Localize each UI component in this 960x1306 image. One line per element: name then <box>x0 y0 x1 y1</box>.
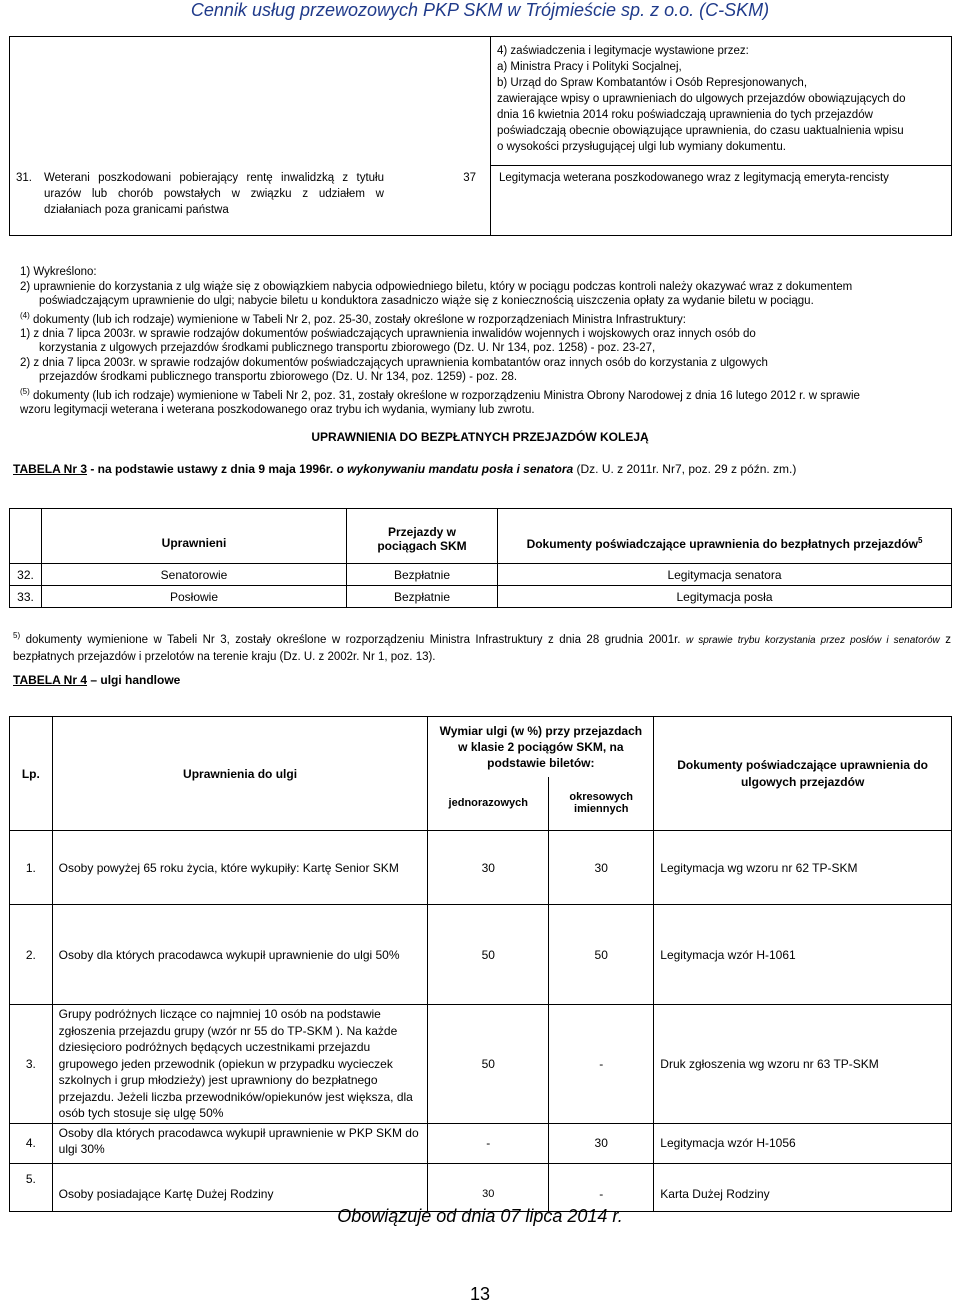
table-row: 4. Osoby dla których pracodawca wykupił uprawnienie w PKP SKM do ulgi 30% - 30 Legitymacja wzór H-1056 <box>10 1123 952 1163</box>
table-header-row <box>10 509 952 564</box>
table-row <box>10 37 952 166</box>
header-dokumenty: Dokumenty poświadczające uprawnienia do bezpłatnych przejazdów$^5$ <box>498 509 952 564</box>
table-4 <box>9 716 952 1212</box>
table-3-footnote: $^{5)}$ dokumenty wymienione w Tabeli Nr 3, zostały określone w rozporządzeniu Ministra Infrastruktury z dnia 28 grudnia 2001r. w sprawie trybu korzystania przez posłów i senatorów z bezpłatnych przejazdów i przelotów na terenie kraju (Dz. U. z 2002r. Nr 1, poz. 13). <box>13 631 951 663</box>
table-4-title: TABELA Nr 4 – ulgi handlowe <box>13 673 181 687</box>
header-jednorazowych: jednorazowych <box>428 777 549 831</box>
table-header-row <box>10 717 952 777</box>
table-row <box>10 166 952 236</box>
table-row: 33. Posłowie Bezpłatnie Legitymacja posła <box>10 586 952 608</box>
header-przejazdy: Przejazdy w pociągach SKM <box>347 509 498 564</box>
header-uprawnienia: Uprawnienia do ulgi <box>52 717 428 831</box>
header-wymiar: Wymiar ulgi (w %) przy przejazdach w klasie 2 pociągów SKM, na podstawie biletów: <box>428 717 654 777</box>
header-lp: Lp. <box>10 717 53 831</box>
table-3 <box>9 508 952 608</box>
validity-footer: Obowiązuje od dnia 07 lipca 2014 r. <box>337 1206 623 1226</box>
footnotes: 1) Wykreślono: 2) uprawnienie do korzystania z ulg wiąże się z obowiązkiem nabycia odpowiedniego biletu, który w pociągu podczas kontroli należy okazywać wraz z dokumentem poświadczającym uprawnienie do ulgi; nabycie biletu u konduktora zasadniczo wiąże się z koniecznością uiszczenia opłaty za wydanie biletu w pociągu. $^{(4)}$ dokumenty (lub ich rodzaje) wymienione w Tabeli Nr 2, poz. 25-30, zostały określone w rozporządzeniach Ministra Infrastruktury: 1) z dnia 7 lipca 2003r. w sprawie rodzajów dokumentów poświadczających uprawnienia inwalidów wojennych i wojskowych oraz innych osób do korzystania z ulgowych przejazdów środkami publicznego transportu zbiorowego (Dz. U. Nr 134, poz. 1258) - poz. 23-27, 2) z dnia 7 lipca 2003r. w sprawie rodzajów dokumentów poświadczających uprawnienia kombatantów oraz innych osób do korzystania z ulgowych przejazdów środkami publicznego transportu zbiorowego (Dz. U. Nr 134, poz. 1259) - poz. 28. $^{(5)}$ dokumenty (lub ich rodzaje) wymienione w Tabeli Nr 2, poz. 31, zostały określone w rozporządzeniu Ministra Obrony Narodowej z dnia 16 lutego 2012 r. w sprawie wzoru legitymacji weterana i weterana poszkodowanego oraz trybu ich wydania, wymiany lub zwrotu. <box>20 266 860 417</box>
row-document: Legitymacja weterana poszkodowanego wraz z legitymacją emeryta-rencisty <box>491 166 952 236</box>
table-row: 5. Osoby posiadające Kartę Dużej Rodziny 30 - Karta Dużej Rodziny <box>10 1163 952 1211</box>
table-row: 1. Osoby powyżej 65 roku życia, które wykupiły: Kartę Senior SKM 30 30 Legitymacja wg wzoru nr 62 TP-SKM <box>10 831 952 905</box>
row-percent: 37 <box>463 171 476 184</box>
table-row: 32. Senatorowie Bezpłatnie Legitymacja senatora <box>10 564 952 586</box>
page-number: 13 <box>469 1284 491 1304</box>
document-header: Cennik usług przewozowych PKP SKM w Trójmieście sp. z o.o. (C-SKM) <box>190 0 770 20</box>
table-row: 2. Osoby dla których pracodawca wykupił uprawnienie do ulgi 50% 50 50 Legitymacja wzór H-1061 <box>10 905 952 1005</box>
header-dokumenty: Dokumenty poświadczające uprawnienia do ulgowych przejazdów <box>654 717 952 831</box>
header-okresowych: okresowych imiennych <box>549 777 654 831</box>
row-number: 31. <box>16 171 32 184</box>
table-3-title: TABELA Nr 3 - na podstawie ustawy z dnia 9 maja 1996r. o wykonywaniu mandatu posła i senatora (Dz. U. z 2011r. Nr7, poz. 29 z późn. zm.) <box>13 462 797 476</box>
table-row: 3. Grupy podróżnych liczące co najmniej 10 osób na podstawie zgłoszenia przejazdu grupy (wzór nr 55 do TP-SKM ). Na każde dziesięcioro podróżnych będących uczestnikami przejazdu grupowego jeden przewodnik (opiekun w przypadku wycieczek szkolnych i grup młodzieży) jest uprawniony do bezpłatnego przejazdu. Jeżeli liczba przewodników/opiekunów jest większa, dla osób tych stosuje się ulgę 50% 50 - Druk zgłoszenia wg wzoru nr 63 TP-SKM <box>10 1005 952 1124</box>
table-2-continuation <box>9 36 952 236</box>
section-title: UPRAWNIENIA DO BEZPŁATNYCH PRZEJAZDÓW KOLEJĄ <box>311 430 649 444</box>
row-description: Weterani poszkodowani pobierający rentę inwalidzką z tytułu urazów lub chorób powstałych w związku z udziałem w działaniach poza granicami państwa <box>44 171 384 216</box>
header-uprawnieni: Uprawnieni <box>42 509 347 564</box>
continuation-cell: 4) zaświadczenia i legitymacje wystawione przez: a) Ministra Pracy i Polityki Socjalnej, b) Urząd do Spraw Kombatantów i Osób Represjonowanych, zawierające wpisy o uprawnieniach do ulgowych przejazdów obowiązujących do dnia 16 kwietnia 2014 roku poświadczają uprawnienia do tych przejazdów poświadczają obecnie obowiązujące uprawnienia, do czasu uaktualnienia wpisu o wysokości przysługującej ulgi lub wymiany dokumentu. <box>491 37 952 166</box>
